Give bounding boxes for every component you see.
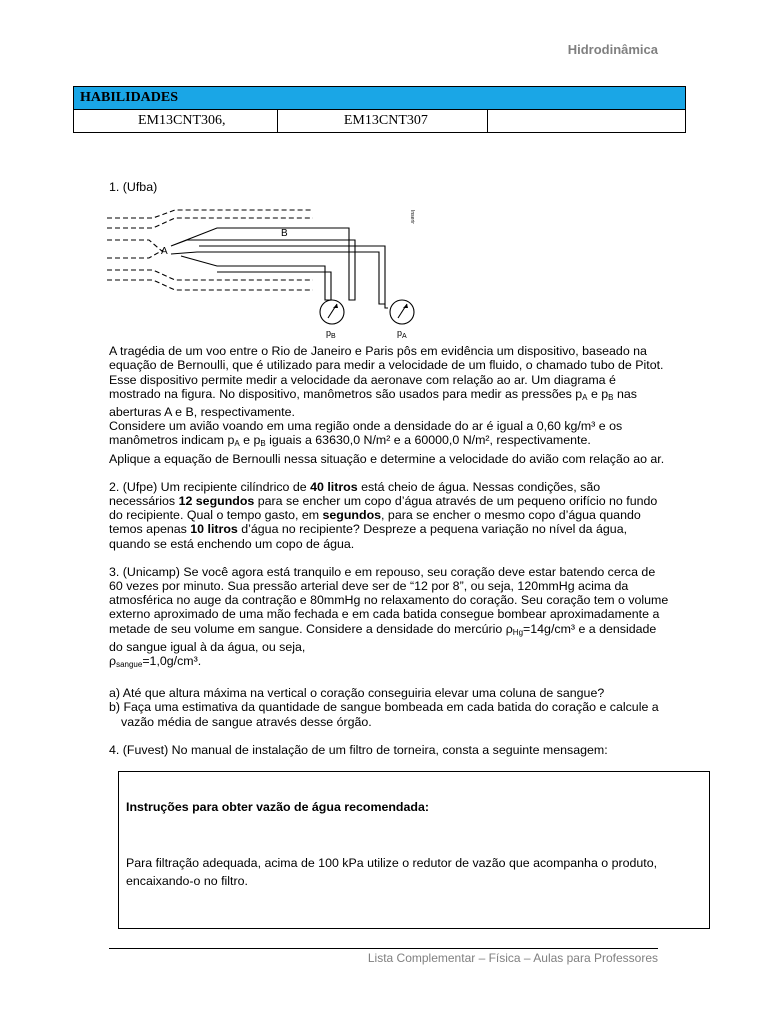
questions bbox=[109, 180, 669, 771]
question-3-text: 3. (Unicamp) Se você agora está tranquilo e em repouso, seu coração deve estar batendo cerca de 60 vezes por minuto. Sua pressão arterial deve ser de “12 por 8”, ou seja, 120mmHg acima da atmosférica no auge da contração e 80mmHg no relaxamento do coração. Seu coração tem o volume externo aproximado de uma mão fechada e em cada batida consegue bombear aproximadamente a metade de seu volume em sangue. Considere a densidade do mercúrio $\rho_{Hg}=14g$/cm³ e a densidade do sangue igual à da água, ou seja, bbox=[109, 564, 669, 654]
question-3-density: $\rho_{sangue}=1,0g$/cm³. bbox=[109, 654, 202, 670]
question-1-header bbox=[109, 180, 669, 194]
skill-code-2: EM13CNT307 bbox=[277, 110, 487, 133]
question-1-paragraph-2: Considere um avião voando em uma região onde a densidade do ar é igual a 0,60 kg/m³ e os manômetros indicam $p_A$ e $p_B$ iguais a 63630,0 N/m² e a 60000,0 N/m², respectivamente. bbox=[109, 419, 623, 449]
question-4-text: 4. (Fuvest) No manual de instalação de um filtro de torneira, consta a seguinte mensagem: bbox=[109, 742, 608, 757]
question-1 bbox=[109, 180, 669, 466]
skill-code-3 bbox=[487, 110, 685, 133]
question-3-item-b: b) Faça uma estimativa da quantidade de sangue bombeada em cada batida do coração e calcule a vazão média de sangue através desse órgão. bbox=[109, 700, 659, 729]
instructions-text: Para filtração adequada, acima de 100 kPa utilize o redutor de vazão que acompanha o produto, encaixando-o no filtro. bbox=[126, 856, 658, 888]
question-4 bbox=[109, 743, 669, 757]
question-1-source: . (Ufba) bbox=[115, 180, 158, 194]
question-3-item-a: a) Até que altura máxima na vertical o coração conseguiria elevar uma coluna de sangue? bbox=[109, 686, 605, 701]
question-2 bbox=[109, 480, 669, 551]
diagram-gauge-a-label: $p_A$ bbox=[397, 328, 407, 341]
question-3-items bbox=[109, 686, 669, 729]
instructions-box bbox=[118, 771, 710, 929]
skills-table bbox=[73, 86, 686, 133]
question-1-paragraph-1: A tragédia de um voo entre o Rio de Janeiro e Paris pôs em evidência um dispositivo, baseado na equação de Bernoulli, que é utilizado para medir a velocidade de um fluido, o chamado tubo de Pitot. Esse dispositivo permite medir a velocidade da aeronave com relação ao ar. Um diagrama é mostrado na figura. No dispositivo, manômetros são usados para medir as pressões $p_A$ e $p_B$ nas aberturas A e B, respectivamente. bbox=[109, 344, 664, 420]
diagram-label-b: B bbox=[281, 228, 288, 240]
question-2-text: 2. (Ufpe) Um recipiente cilíndrico de 40 litros está cheio de água. Nessas condições, são necessários 12 segundos para se encher um copo d’água através de um pequeno orifício no fundo do recipiente. Qual o tempo gasto, em segundos, para se encher o mesmo copo d’água quando temos apenas 10 litros d’água no recipiente? Despreze a pequena variação no nível da água, quando se está enchendo um copo de água. bbox=[109, 479, 658, 551]
question-1-paragraph-3: Aplique a equação de Bernoulli nessa situação e determine a velocidade do avião com relação ao ar. bbox=[109, 451, 665, 466]
page-header-title: Hidrodinâmica bbox=[567, 42, 658, 57]
diagram-side-text: Inserir bbox=[409, 210, 415, 225]
instructions-title: Instruções para obter vazão de água recomendada: bbox=[126, 800, 429, 814]
question-3 bbox=[109, 565, 669, 729]
skills-heading: HABILIDADES bbox=[74, 87, 686, 110]
diagram-gauge-b-label: $p_B$ bbox=[326, 328, 336, 341]
skill-code-1: EM13CNT306, bbox=[74, 110, 278, 133]
question-1-number: 1 bbox=[109, 180, 116, 194]
pitot-tube-diagram bbox=[109, 196, 669, 341]
footer-divider bbox=[109, 948, 658, 949]
footer-text: Lista Complementar – Física – Aulas para Professores bbox=[367, 951, 658, 965]
diagram-label-a: A bbox=[161, 246, 168, 258]
